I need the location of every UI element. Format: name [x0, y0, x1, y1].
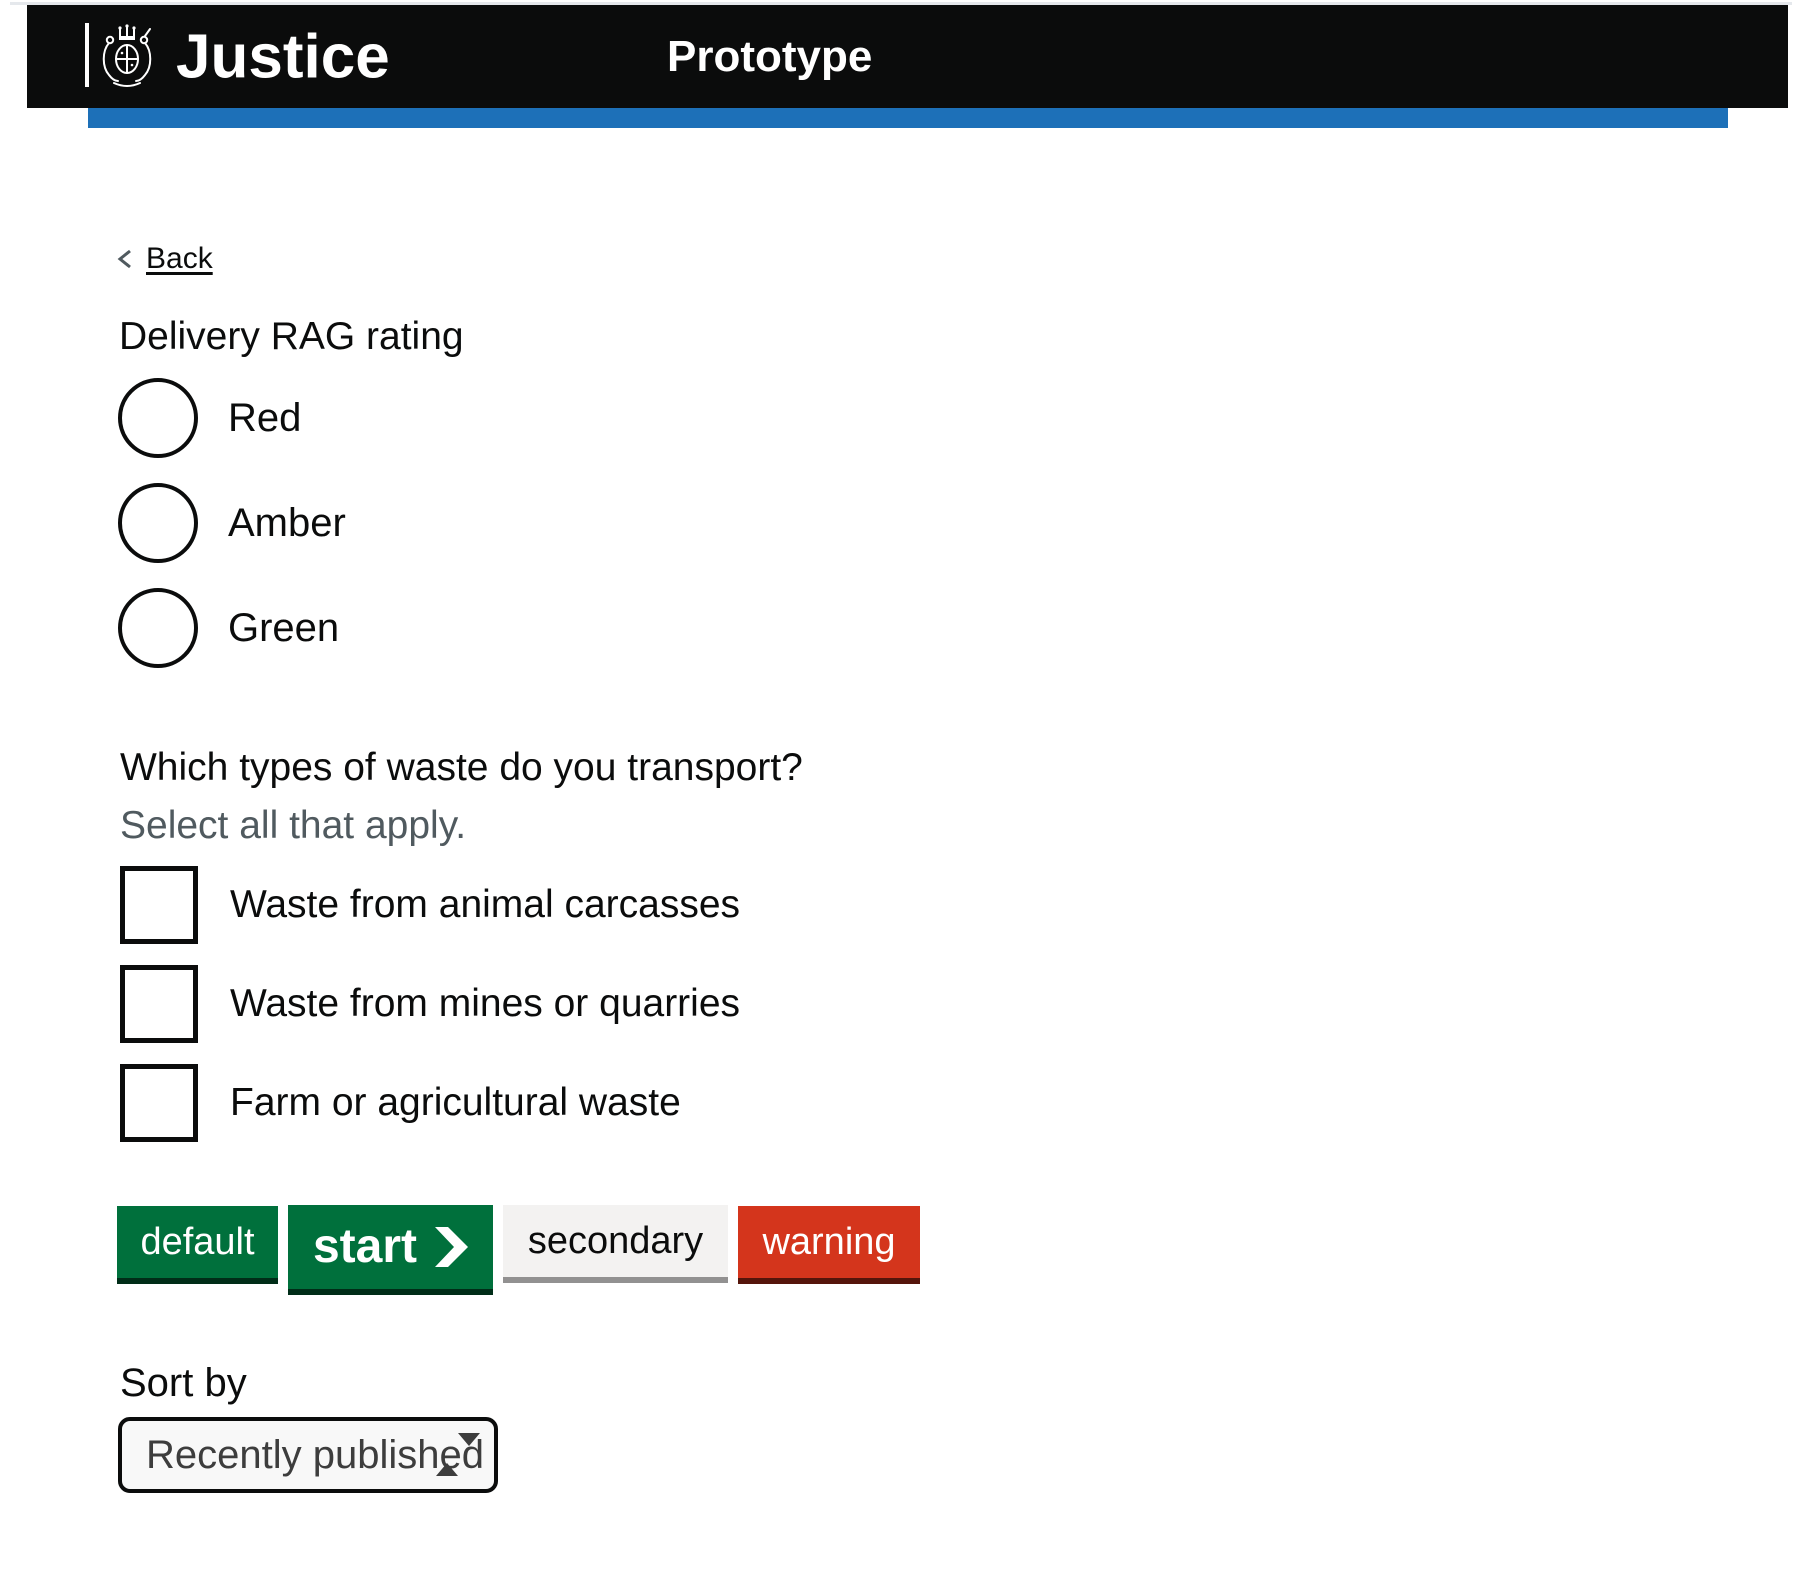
- checkbox-option-farm-agricultural[interactable]: [120, 1064, 740, 1142]
- back-link[interactable]: [116, 242, 213, 276]
- radio-input-amber[interactable]: [118, 483, 198, 563]
- start-chevron-icon: [435, 1227, 468, 1267]
- secondary-button-label: secondary: [527, 1220, 704, 1262]
- header-org-name: Justice: [176, 22, 390, 91]
- rag-rating-legend: Delivery RAG rating: [119, 315, 464, 358]
- default-button-label: default: [140, 1221, 255, 1263]
- checkbox-label-mines-quarries: Waste from mines or quarries: [230, 982, 741, 1025]
- sort-by-label: Sort by: [120, 1361, 247, 1405]
- sort-select-value: Recently published: [146, 1432, 484, 1477]
- warning-button-label: warning: [762, 1221, 896, 1263]
- start-button[interactable]: [288, 1205, 493, 1289]
- checkbox-option-mines-quarries[interactable]: [120, 965, 740, 1043]
- rag-radio-group: [118, 378, 346, 693]
- header-service-name: Prototype: [667, 31, 873, 81]
- sort-select[interactable]: [118, 1417, 498, 1493]
- radio-option-amber[interactable]: [118, 483, 346, 563]
- app-header: [27, 5, 1788, 108]
- header-blue-underline: [88, 108, 1728, 128]
- waste-types-legend: Which types of waste do you transport?: [120, 746, 803, 789]
- waste-types-hint: Select all that apply.: [120, 804, 467, 847]
- checkbox-option-animal-carcasses[interactable]: [120, 866, 740, 944]
- radio-label-red: Red: [228, 395, 302, 440]
- logo-divider-bar: [85, 23, 89, 87]
- secondary-button[interactable]: [503, 1205, 728, 1277]
- checkbox-input-mines-quarries[interactable]: [120, 965, 198, 1043]
- radio-option-red[interactable]: [118, 378, 346, 458]
- moj-logo: [85, 23, 161, 89]
- checkbox-label-farm-agricultural: Farm or agricultural waste: [230, 1081, 681, 1124]
- radio-option-green[interactable]: [118, 588, 346, 668]
- checkbox-input-farm-agricultural[interactable]: [120, 1064, 198, 1142]
- radio-input-green[interactable]: [118, 588, 198, 668]
- radio-label-green: Green: [228, 605, 340, 650]
- default-button[interactable]: [117, 1206, 278, 1278]
- checkbox-label-animal-carcasses: Waste from animal carcasses: [230, 883, 741, 926]
- royal-crest-icon: [93, 23, 161, 89]
- chevron-left-icon: [116, 248, 134, 270]
- warning-button[interactable]: [738, 1206, 920, 1278]
- radio-label-amber: Amber: [228, 500, 346, 545]
- waste-checkbox-group: [120, 866, 740, 1163]
- button-row: [117, 1205, 920, 1289]
- checkbox-input-animal-carcasses[interactable]: [120, 866, 198, 944]
- radio-input-red[interactable]: [118, 378, 198, 458]
- back-link-label: Back: [146, 242, 213, 275]
- start-button-label: start: [312, 1220, 418, 1273]
- up-down-spinner-icon: [436, 1446, 480, 1464]
